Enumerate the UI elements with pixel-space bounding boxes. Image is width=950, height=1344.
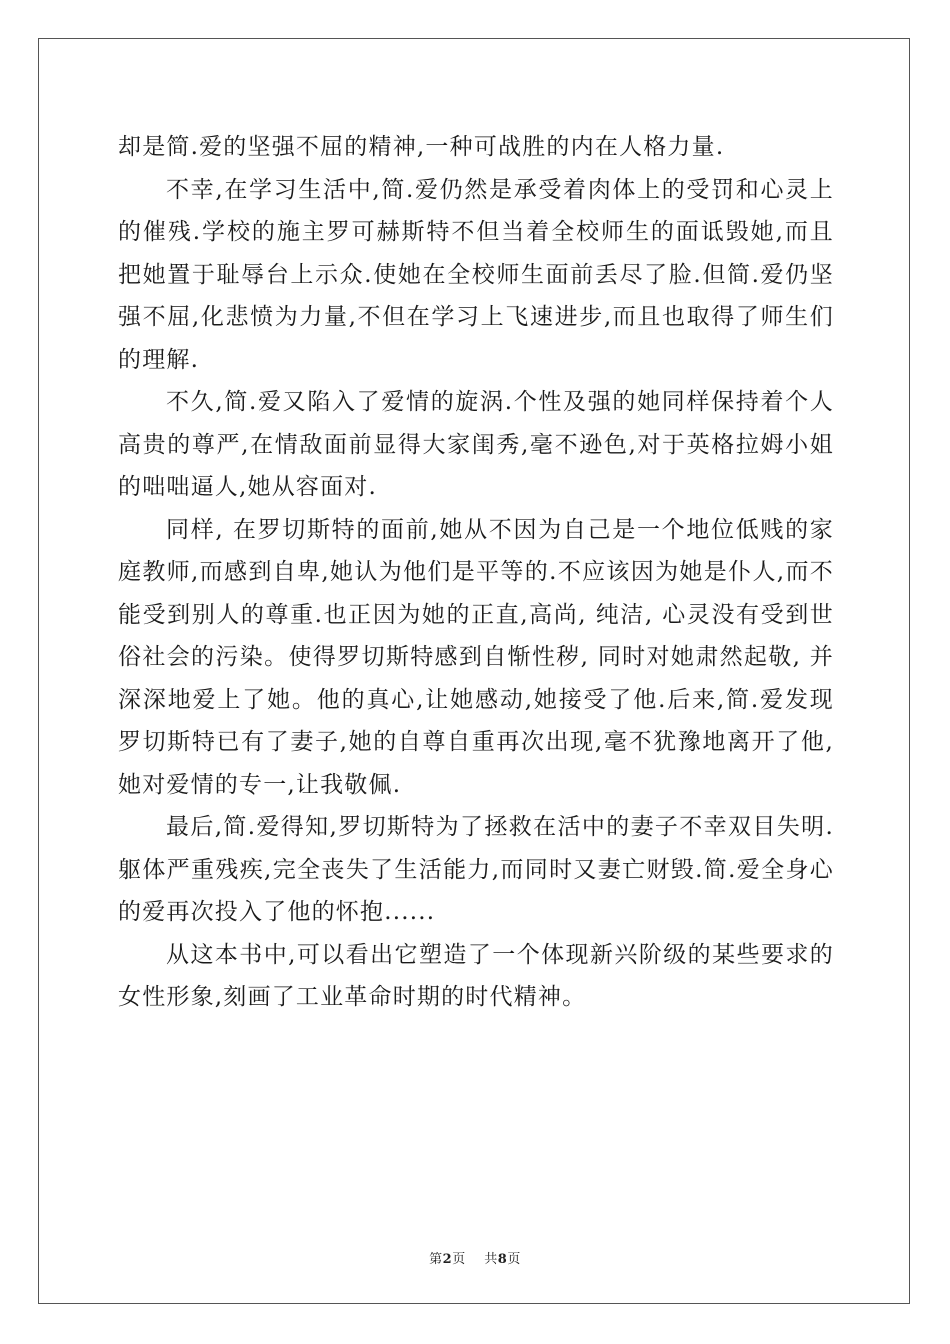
paragraph-1: 却是简.爱的坚强不屈的精神,一种可战胜的内在人格力量.	[118, 134, 725, 160]
total-suffix: 页	[507, 1252, 521, 1267]
page-suffix: 页	[452, 1252, 466, 1267]
total-prefix: 共	[484, 1252, 498, 1267]
page-prefix: 第	[429, 1252, 443, 1267]
document-body	[118, 126, 834, 1019]
page-number: 2	[442, 1252, 453, 1267]
paragraph-2: 不幸,在学习生活中,简.爱仍然是承受着肉体上的受罚和心灵上的催残.学校的施主罗可赫斯特不但当着全校师生的面诋毁她,而且把她置于耻辱台上示众.使她在全校师生面前丢尽了脸.但简.爱仍坚强不屈,化悲愤为力量,不但在学习上飞速进步,而且也取得了师生们的理解.	[118, 176, 834, 373]
paragraph-6: 从这本书中,可以看出它塑造了一个体现新兴阶级的某些要求的女性形象,刻画了工业革命时期的时代精神。	[118, 941, 834, 1010]
total-pages: 8	[497, 1252, 508, 1267]
paragraph-3: 不久,简.爱又陷入了爱情的旋涡.个性及强的她同样保持着个人高贵的尊严,在情敌面前显得大家闺秀,毫不逊色,对于英格拉姆小姐的咄咄逼人,她从容面对.	[118, 389, 834, 500]
page-footer	[0, 1248, 950, 1267]
paragraph-5: 最后,简.爱得知,罗切斯特为了拯救在活中的妻子不幸双目失明.躯体严重残疾,完全丧失了生活能力,而同时又妻亡财毁.简.爱全身心的爱再次投入了他的怀抱......	[118, 814, 834, 925]
paragraph-4: 同样, 在罗切斯特的面前,她从不因为自己是一个地位低贱的家庭教师,而感到自卑,她认为他们是平等的.不应该因为她是仆人,而不能受到别人的尊重.也正因为她的正直,高尚, 纯洁, 心灵没有受到世俗社会的污染。使得罗切斯特感到自惭性秽, 同时对她肃然起敬, 并深深地爱上了她。他的真心,让她感动,她接受了他.后来,简.爱发现罗切斯特已有了妻子,她的自尊自重再次出现,毫不犹豫地离开了他,她对爱情的专一,让我敬佩.	[118, 516, 834, 798]
